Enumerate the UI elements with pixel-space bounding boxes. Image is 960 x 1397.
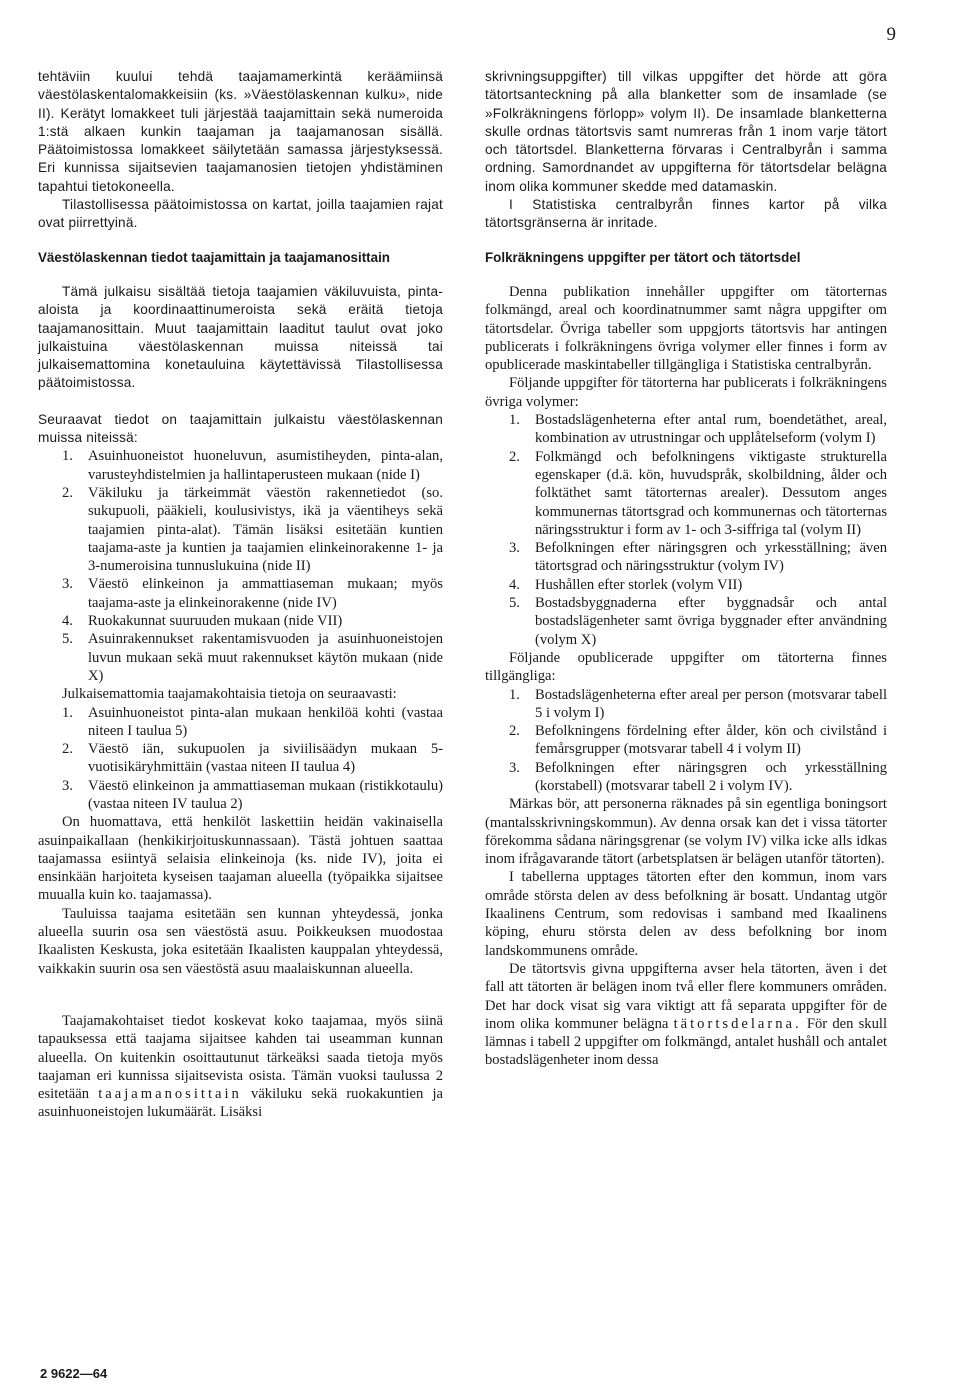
emphasized-term: taajamanosittain	[98, 1086, 242, 1103]
right-last-paragraph: De tätortsvis givna uppgifterna avser hela tätorten, även i det fall att tätorten är belägen inom två eller flere kommuners områden. Det har dock visat sig vara viktigt att få separata uppgifter för de inom olika kommuner belägna tätortsdelarna. För den skull lämnas i tabell 2 uppgifter om folkmängd, antalet hushåll och antalet bostadslägenheter inom dessa	[485, 960, 887, 1069]
left-table-paragraph: Tauluissa taajama esitetään sen kunnan yhteydessä, jonka alueella suurin osa sen väestöstä asuu. Poikkeuksen muodostaa Ikaalisten Keskusta, joka esitetään Ikaalisten kauppalan yhteydessä, vaikkakin suurin osa sen väestöstä asuu maalaiskunnan alueella.	[38, 905, 443, 977]
right-section-heading: Folkräkningens uppgifter per tätort och tätortsdel	[485, 249, 801, 265]
right-table-paragraph: I tabellerna upptages tätorten efter den kommun, inom vars område största delen av dess befolkning är bosatt. Undantag utgör Ikaalinens Centrum, som redovisas i samband med Ikaalinens köping, ehuru största delen av dess befolkning bor inom landskommunens område.	[485, 869, 887, 959]
right-maps-paragraph: I Statistiska centralbyrån finnes kartor på vilka tätortsgränserna är inritade.	[485, 197, 887, 231]
list-item: 2. Väkiluku ja tärkeimmät väestön rakennetiedot (so. sukupuoli, pääkieli, koulusivistys, ikä ja väentiheys sekä taajamien pinta-alat). Tämän lisäksi esitetään kuntien taajama-aste ja kuntien ja taajamien elinkeinorakenne 1- ja 3-numeroisina tunnuslukuina (nide II)	[62, 484, 443, 575]
list-item: 2. Folkmängd och befolkningens viktigaste strukturella egenskaper (d.ä. kön, huvudspråk, skolbildning, ålder och folktäthet samt tätorternas arealer). Dessutom anges kommunernas tätortsgrad och kommunernas och tätorternas näringsstruktur i form av 1- och 3-siffriga tal (volym II)	[509, 448, 887, 538]
list-item: 1. Asuinhuoneistot pinta-alan mukaan henkilöä kohti (vastaa niteen I taulua 5)	[62, 704, 443, 739]
list-item: 2. Befolkningens fördelning efter ålder, kön och civilstånd i femårsgrupper (motsvarar tabell 4 i volym II)	[509, 723, 887, 758]
left-publication-paragraph: Tämä julkaisu sisältää tietoja taajamien väkiluvuista, pinta-aloista ja koordinaattinumeroista sekä eräitä tietoja taajamanosittain. Muut taajamittain laaditut taulut ovat joko julkaistuina väestölaskennan muissa niteissä tai julkaisemattomina konetauluina käytettävissä Tilastollisessa päätoimistossa.	[38, 283, 443, 391]
list-item: 1. Bostadslägenheterna efter antal rum, boendetäthet, areal, kombination av utrustningar och upplåtelseform (volym I)	[509, 412, 887, 447]
right-intro-paragraph: skrivningsuppgifter) till vilkas uppgifter det hörde att göra tätortsanteckning på alla blanketter som de insamlade (se »Folkräkningens förlopp» volym II). De insamlade blanketterna skulle ordnas tätortsvis samt numreras från 1 inom varje tätort och tätortsdel. Blanketterna förvaras i Centralbyrån i samma ordning. Samordnandet av uppgifterna för tätortsdelar belägna inom olika kommuner skedde med datamaskin.	[485, 69, 887, 194]
footer-signature: 2 9622—64	[40, 1366, 108, 1381]
left-unpublished-list-cont	[38, 777, 443, 814]
list-item: 5. Asuinrakennukset rakentamisvuoden ja asuinhuoneistojen luvun mukaan sekä muut rakennukset käytön mukaan (nide X)	[62, 631, 443, 684]
list-item: 4. Ruokakunnat suuruuden mukaan (nide VII)	[62, 613, 343, 630]
emphasized-term: tätortsdelarna.	[673, 1015, 802, 1032]
right-note-paragraph: Märkas bör, att personerna räknades på sin egentliga boningsort (mantalsskrivningskommun). Av denna orsak kan det i vissa tätorter förekomma sådana näringsgrenar (se volym IV) vilka icke alls idkas inom ifrågavarande tätort (arbetsplatsen är belägen utanför tätorten).	[485, 796, 887, 868]
left-maps-paragraph: Tilastollisessa päätoimistossa on kartat, joilla taajamien rajat ovat piirrettyinä.	[38, 197, 443, 231]
right-published-list	[485, 411, 887, 649]
list-item: 3. Väestö elinkeinon ja ammattiaseman mukaan; myös taajama-aste ja elinkeinorakenne (nide IV)	[62, 576, 443, 611]
list-item: 4. Hushållen efter storlek (volym VII)	[509, 576, 743, 593]
left-published-list	[38, 447, 443, 685]
list-item: 3. Befolkningen efter näringsgren och yrkesställning; även tätortsgrad och näringsstruktur (volym IV)	[509, 540, 887, 575]
left-following-paragraph: Seuraavat tiedot on taajamittain julkaistu väestölaskennan muissa niteissä:	[38, 411, 443, 446]
left-column	[38, 68, 443, 1122]
right-column	[485, 68, 887, 1070]
left-section-heading: Väestölaskennan tiedot taajamittain ja taajamanosittain	[38, 249, 390, 265]
right-following-paragraph: Följande uppgifter för tätorterna har publicerats i folkräkningens övriga volymer:	[485, 375, 887, 410]
page-number: 9	[886, 24, 896, 45]
left-intro-paragraph: tehtäviin kuului tehdä taajamamerkintä keräämiinsä väestölaskentalomakkeisiin (ks. »Väestölaskennan kulku», nide II). Kerätyt lomakkeet tuli järjestää taajamittain sekä numeroida 1:stä alkaen kunkin taajaman ja taajamanosan sisällä. Päätoimistossa lomakkeet säilytetään samassa järjestyksessä. Eri kunnissa sijaitsevien taajamanosien tietojen yhdistäminen tapahtui tietokoneella.	[38, 69, 443, 194]
left-last-paragraph: Taajamakohtaiset tiedot koskevat koko taajamaa, myös siinä tapauksessa että taajama sijaitsee kahden tai useamman kunnan alueella. On kuitenkin osoittautunut tärkeäksi saada tietoja myös taajaman eri kunnissa sijaitsevista osista. Tämän vuoksi taulussa 2 esitetään taajamanosittain väkiluku sekä ruokakuntien ja asuinhuoneistojen lukumäärät. Lisäksi	[38, 1012, 443, 1121]
list-item: 5. Bostadsbyggnaderna efter byggnadsår och antal bostadslägenheter samt övriga byggnader efter användning (volym X)	[509, 595, 887, 648]
list-item: 1. Bostadslägenheterna efter areal per person (motsvarar tabell 5 i volym I)	[509, 686, 887, 721]
right-unpublished-list	[485, 686, 887, 796]
left-note-paragraph: On huomattava, että henkilöt laskettiin heidän vakinaisella asuinpaikallaan (henkikirjoituskunnassaan). Tästä johtuen saattaa taajamassa esiintyä selaisia elinkeinoja (ks. nide IV), joita ei ensinkään harjoiteta kyseisen taajaman alueella (työpaikka sijaitsee muualla kuin ko. taajamassa).	[38, 814, 443, 904]
list-item: 1. Asuinhuoneistot huoneluvun, asumistiheyden, pinta-alan, varusteyhdistelmien ja hallintaperusteen mukaan (nide I)	[62, 448, 443, 483]
list-item: 3. Väestö elinkeinon ja ammattiaseman mukaan (ristikkotaulu) (vastaa niteen IV taulua 2)	[62, 777, 443, 812]
list-item: 2. Väestö iän, sukupuolen ja siviilisäädyn mukaan 5-vuotisikäryhmittäin (vastaa niteen II taulua 4)	[62, 741, 443, 776]
right-unpublished-paragraph: Följande opublicerade uppgifter om tätorterna finnes tillgängliga:	[485, 649, 887, 685]
right-publication-paragraph: Denna publikation innehåller uppgifter om tätorternas folkmängd, areal och koordinatnummer samt några uppgifter om tätortsdelar. Övriga tabeller som uppgjorts tätortsvis har antingen publicerats i folkräkningens övriga volymer eller finnes i form av opublicerade maskintabeller tillgängliga i Statistiska centralbyrån.	[485, 283, 887, 374]
left-unpublished-paragraph: Julkaisemattomia taajamakohtaisia tietoja on seuraavasti:	[62, 686, 397, 703]
list-item: 3. Befolkningen efter näringsgren och yrkesställning (korstabell) (motsvarar tabell 2 i volym IV).	[509, 759, 887, 794]
left-unpublished-list	[38, 704, 443, 777]
